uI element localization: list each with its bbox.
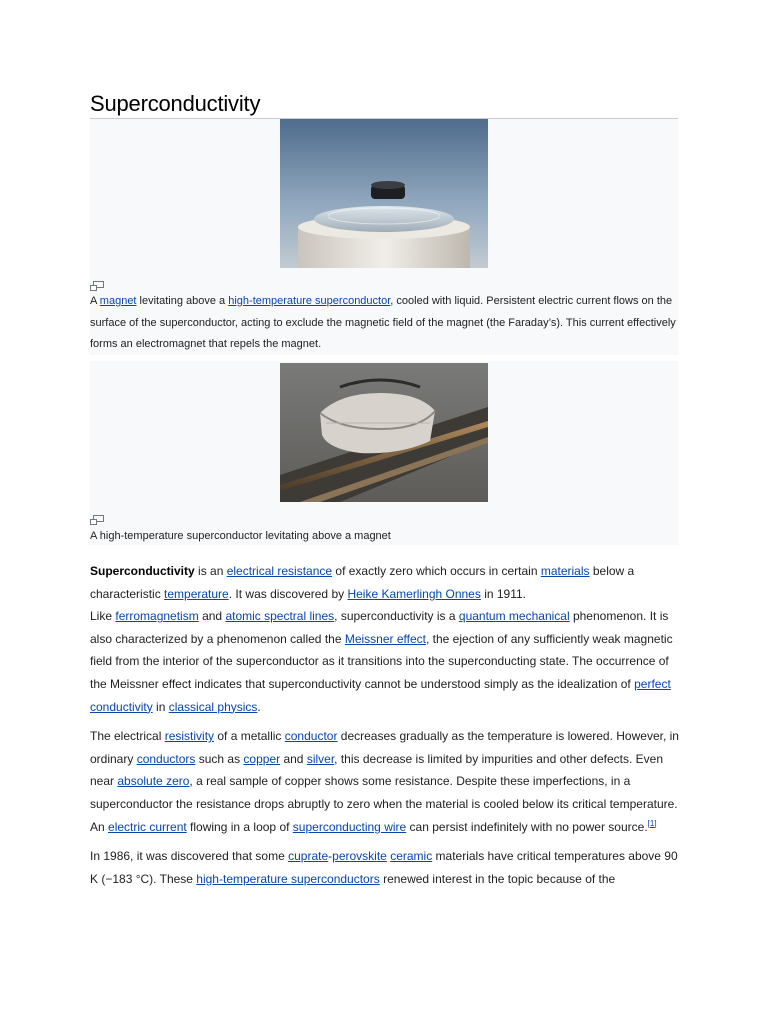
article-body	[90, 560, 680, 890]
link-ferromagnetism[interactable]: ferromagnetism	[115, 609, 199, 624]
link-copper[interactable]: copper	[243, 751, 281, 766]
link-absolute-zero[interactable]: absolute zero	[117, 774, 190, 789]
paragraph-meissner: Like ferromagnetism and atomic spectral lines, superconductivity is a quantum mechanical phenomenon. It is also characterized by a phenomenon called the Meissner effect, the ejection of any sufficiently weak magnetic field from the interior of the superconductor as it transitions into the superconducting state. The occurrence of the Meissner effect indicates that superconductivity cannot be understood simply as the idealization of perfect conductivity in classical physics.	[90, 609, 673, 714]
link-temperature[interactable]: temperature	[164, 586, 229, 601]
link-meissner-effect[interactable]: Meissner effect	[344, 631, 426, 646]
image-magnet-levitating[interactable]	[280, 119, 488, 268]
link-heike-kamerlingh-onnes[interactable]: Heike Kamerlingh Onnes	[347, 586, 481, 601]
link-magnet[interactable]: magnet	[99, 295, 137, 307]
link-materials[interactable]: materials	[540, 564, 590, 578]
link-electrical-resistance[interactable]: electrical resistance	[226, 564, 333, 578]
enlarge-icon[interactable]	[90, 278, 104, 288]
link-electric-current[interactable]: electric current	[108, 819, 187, 834]
link-conductor[interactable]: conductor	[284, 729, 338, 744]
link-high-temperature-superconductor[interactable]: high-temperature superconductor	[228, 295, 391, 307]
link-superconducting-wire[interactable]: superconducting wire	[292, 819, 407, 834]
figure-superconductor-levitating	[90, 361, 678, 545]
link-classical-physics[interactable]: classical physics	[168, 699, 258, 714]
image-superconductor-levitating[interactable]	[280, 363, 488, 502]
link-atomic-spectral-lines[interactable]: atomic spectral lines	[225, 609, 335, 624]
link-silver[interactable]: silver	[306, 751, 335, 766]
page-title: Superconductivity	[90, 91, 261, 116]
link-perovskite[interactable]: perovskite	[332, 849, 387, 864]
paragraph-high-temperature: In 1986, it was discovered that some cuprate-perovskite ceramic materials have critical temperatures above 90 K (−183 °C). These high-temperature superconductors renewed interest in the topic because of the	[90, 849, 678, 886]
link-high-temperature-superconductors[interactable]: high-temperature superconductors	[196, 871, 380, 886]
reference-link[interactable]: [1]	[647, 818, 657, 828]
figure-caption: A high-temperature superconductor levitating above a magnet	[90, 530, 391, 542]
paragraph-resistivity: The electrical resistivity of a metallic conductor decreases gradually as the temperature is lowered. However, in ordinary conductors such as copper and silver, this decrease is limited by impurities and other defects. Even near absolute zero, a real sample of copper shows some resistance. Despite these imperfections, in a superconductor the resistance drops abruptly to zero when the material is cooled below its critical temperature. An electric current flowing in a loop of superconducting wire can persist indefinitely with no power source.[1]	[90, 729, 679, 834]
link-resistivity[interactable]: resistivity	[164, 729, 215, 744]
enlarge-icon[interactable]	[90, 512, 104, 522]
link-conductors[interactable]: conductors	[136, 751, 196, 766]
paragraph-intro: Superconductivity is an electrical resistance of exactly zero which occurs in certain materials below a characteristic temperature. It was discovered by Heike Kamerlingh Onnes in 1911.	[90, 564, 635, 601]
link-perfect-conductivity[interactable]: perfect conductivity	[90, 676, 671, 714]
link-quantum-mechanical[interactable]: quantum mechanical	[458, 609, 570, 624]
link-ceramic[interactable]: ceramic	[390, 849, 433, 864]
link-cuprate[interactable]: cuprate	[288, 849, 329, 864]
figure-caption: A magnet levitating above a high-temperature superconductor, cooled with liquid. Persistent electric current flows on the surface of the superconductor, acting to exclude the magnetic field of the magnet (the Faraday’s). This current effectively forms an electromagnet that repels the magnet.	[90, 295, 676, 350]
figure-magnet-levitating	[90, 119, 678, 355]
